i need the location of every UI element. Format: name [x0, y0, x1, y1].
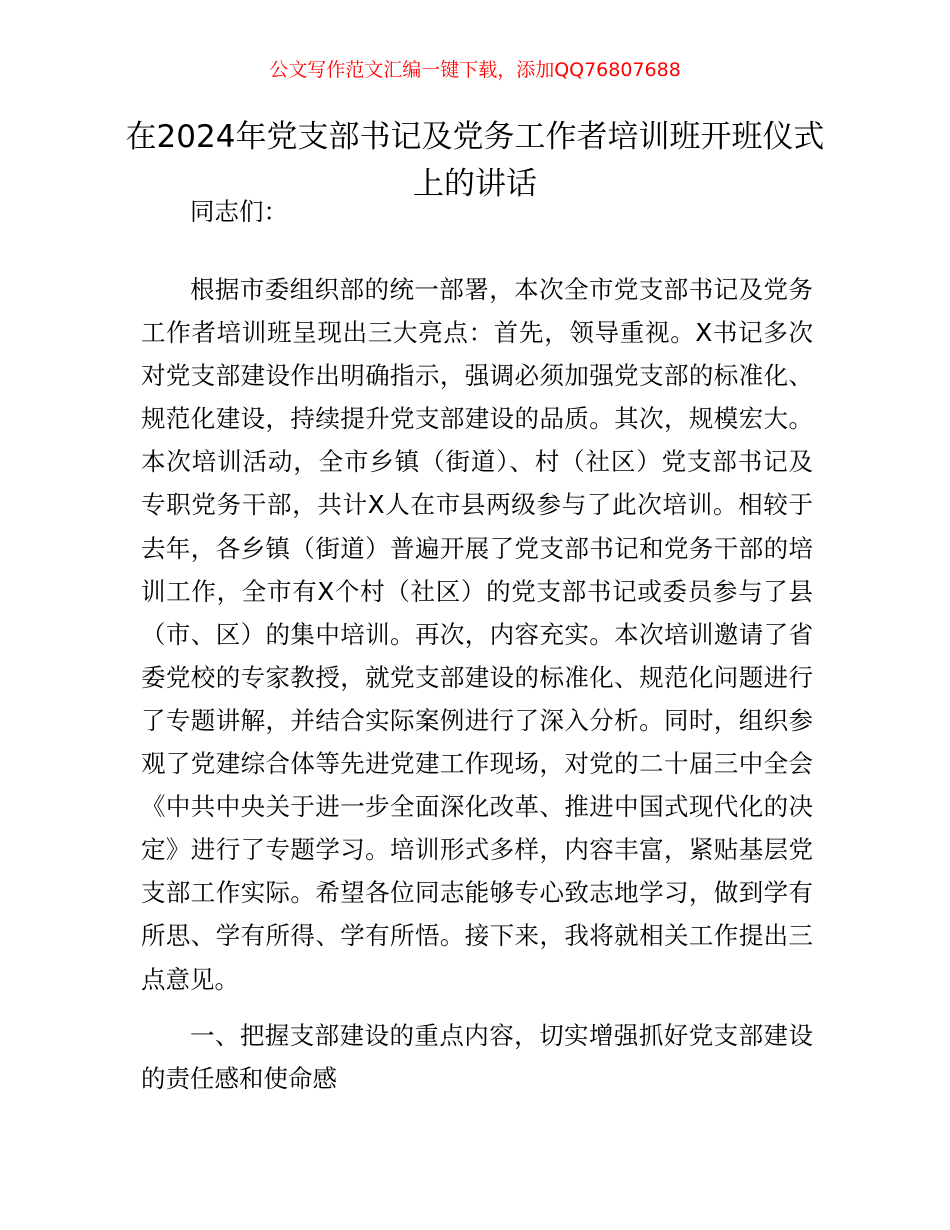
watermark-banner: 公文写作范文汇编一键下载，添加QQ76807688 [269, 59, 681, 81]
salutation: 同志们： [190, 197, 288, 226]
section-heading: 一、把握支部建设的重点内容，切实增强抓好党支部建设的责任感和使命感 [141, 1021, 813, 1094]
document-title: 在2024年党支部书记及党务工作者培训班开班仪式上的讲话 [125, 119, 825, 202]
body-paragraph: 根据市委组织部的统一部署，本次全市党支部书记及党务工作者培训班呈现出三大亮点：首先，领导重视。X书记多次对党支部建设作出明确指示，强调必须加强党支部的标准化、规范化建设，持续提升党支部建设的品质。其次，规模宏大。本次培训活动，全市乡镇（街道）、村（社区）党支部书记及专职党务干部，共计X人在市县两级参与了此次培训。相较于去年，各乡镇（街道）普遍开展了党支部书记和党务干部的培训工作，全市有X个村（社区）的党支部书记或委员参与了县（市、区）的集中培训。再次，内容充实。本次培训邀请了省委党校的专家教授，就党支部建设的标准化、规范化问题进行了专题讲解，并结合实际案例进行了深入分析。同时，组织参观了党建综合体等先进党建工作现场，对党的二十届三中全会《中共中央关于进一步全面深化改革、推进中国式现代化的决定》进行了专题学习。培训形式多样，内容丰富，紧贴基层党支部工作实际。希望各位同志能够专心致志地学习，做到学有所思、学有所得、学有所悟。接下来，我将就相关工作提出三点意见。 [141, 275, 813, 994]
